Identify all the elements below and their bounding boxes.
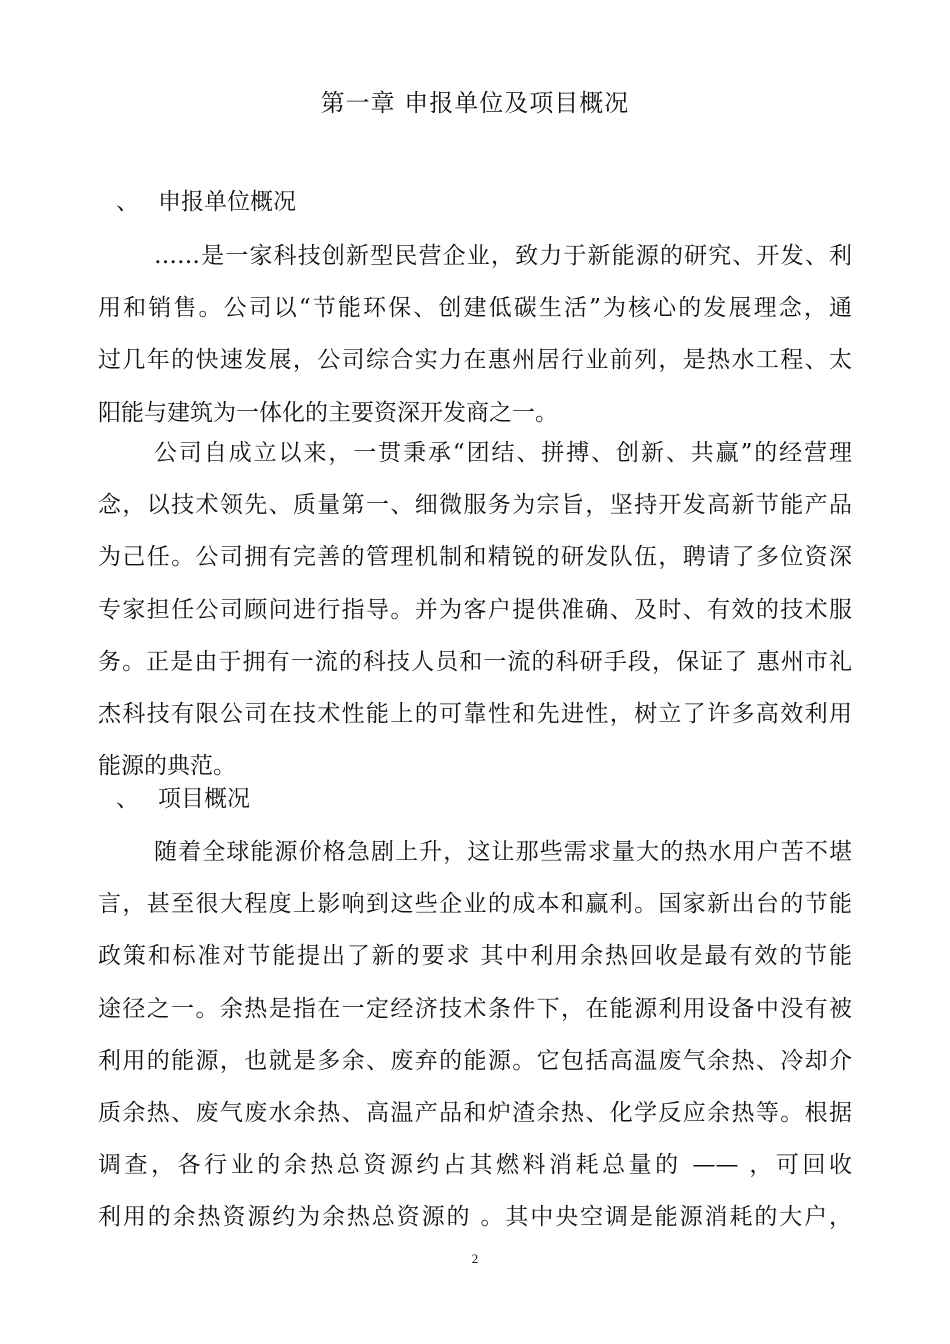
page-number: 2 <box>471 1251 479 1266</box>
section-heading-project <box>116 782 250 816</box>
text-line: 调查，各行业的余热总资源约占其燃料消耗总量的 —— ，可回收 <box>98 1152 852 1179</box>
paragraph-company-philosophy <box>98 427 852 792</box>
text-line: 为己任。公司拥有完善的管理机制和精锐的研发队伍，聘请了多位资深 <box>98 544 852 571</box>
paragraph-company-intro <box>98 230 852 439</box>
text-line: 念，以技术领先、质量第一、细微服务为宗旨，坚持开发高新节能产品 <box>98 492 852 519</box>
text-line: 利用的能源，也就是多余、废弃的能源。它包括高温废气余热、冷却介 <box>98 1047 852 1074</box>
text-line: ……是一家科技创新型民营企业，致力于新能源的研究、开发、利 <box>154 243 852 269</box>
text-line: 政策和标准对节能提出了新的要求 其中利用余热回收是最有效的节能 <box>98 943 852 970</box>
section-mark: 、 <box>116 786 139 812</box>
text-line: 利用的余热资源约为余热总资源的 。其中央空调是能源消耗的大户， <box>98 1204 852 1231</box>
section-heading-company <box>116 185 296 219</box>
text-line: 言，甚至很大程度上影响到这些企业的成本和赢利。国家新出台的节能 <box>98 891 852 918</box>
text-line: 务。正是由于拥有一流的科技人员和一流的科研手段，保证了 惠州市礼 <box>98 648 852 675</box>
section-heading-text: 项目概况 <box>158 786 250 812</box>
text-line: 阳能与建筑为一体化的主要资深开发商之一。 <box>98 399 558 426</box>
text-line: 质余热、废气废水余热、高温产品和炉渣余热、化学反应余热等。根据 <box>98 1100 852 1127</box>
section-heading-text: 申报单位概况 <box>158 189 296 215</box>
text-line: 杰科技有限公司在技术性能上的可靠性和先进性，树立了许多高效利用 <box>98 701 852 728</box>
paragraph-project-overview <box>98 826 852 1244</box>
chapter-title: 第一章 申报单位及项目概况 <box>320 89 630 117</box>
text-line: 途径之一。余热是指在一定经济技术条件下，在能源利用设备中没有被 <box>98 995 852 1022</box>
text-line: 专家担任公司顾问进行指导。并为客户提供准确、及时、有效的技术服 <box>98 596 852 623</box>
text-line: 能源的典范。 <box>98 753 236 780</box>
text-line: 过几年的快速发展，公司综合实力在惠州居行业前列，是热水工程、太 <box>98 347 852 374</box>
text-line: 公司自成立以来，一贯秉承“团结、拼搏、创新、共赢”的经营理 <box>154 440 852 466</box>
text-line: 随着全球能源价格急剧上升，这让那些需求量大的热水用户苦不堪 <box>154 839 852 865</box>
text-line: 用和销售。公司以“节能环保、创建低碳生活”为核心的发展理念，通 <box>98 295 852 322</box>
section-mark: 、 <box>116 189 139 215</box>
